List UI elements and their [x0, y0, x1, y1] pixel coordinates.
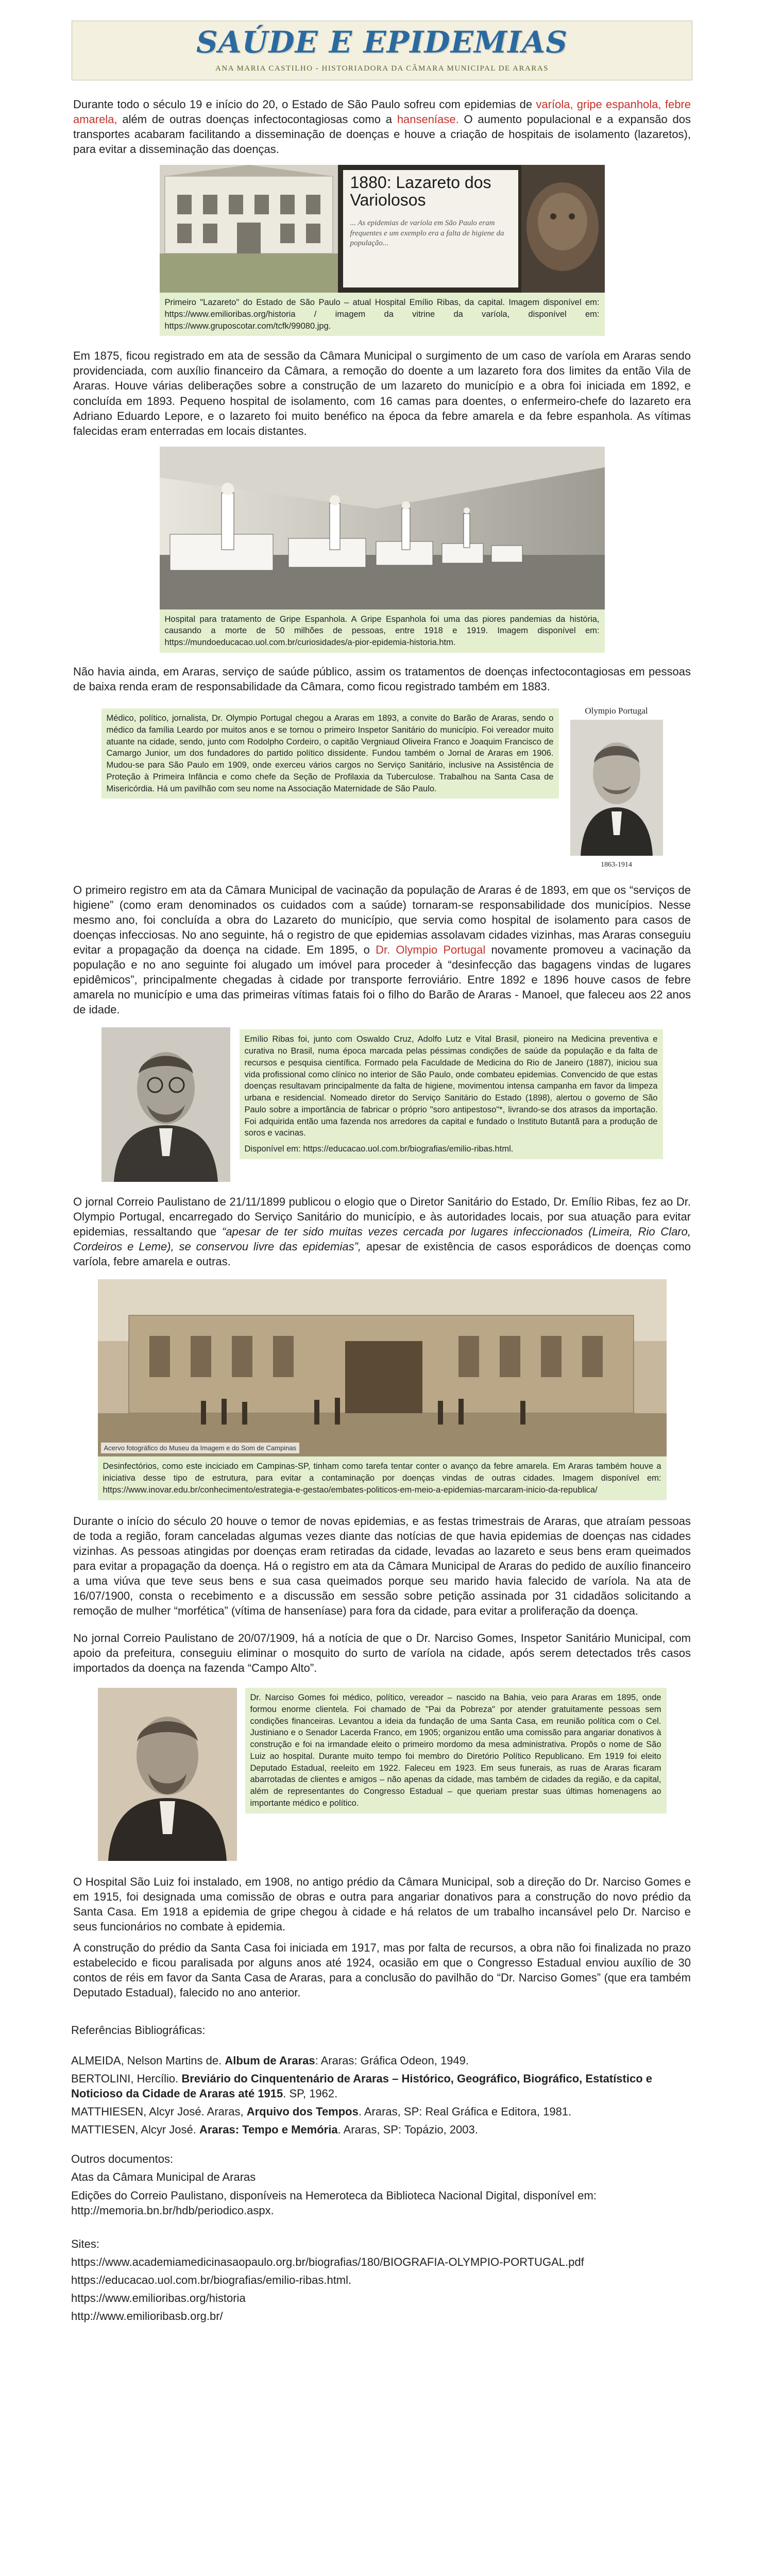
intro-paragraph	[73, 97, 691, 157]
emilio-ribas-illustration	[101, 1027, 230, 1182]
diseases-highlight: varíola, gripe espanhola, febre amarela,	[73, 98, 691, 126]
correio-text-e: apesar de existência de casos esporádicos de doenças como varíola, febre amarela e outras.	[73, 1240, 691, 1268]
emilio-ribas-caption	[240, 1029, 663, 1159]
figure-gripe-hospital	[160, 447, 605, 653]
emilio-ribas-photo	[101, 1027, 230, 1182]
hospital-ward-illustration	[160, 447, 605, 609]
intro-text-c: além de outras doenças infectocontagiosas como a	[122, 113, 392, 126]
other-document-item: Atas da Câmara Municipal de Araras	[71, 2171, 256, 2184]
olympio-portrait	[570, 705, 663, 871]
emilio-ribas-source: Disponível em: https://educacao.uol.com.br/biografias/emilio-ribas.html.	[244, 1144, 514, 1154]
desinfectorio-illustration	[98, 1279, 667, 1456]
olympio-portrait-illustration	[570, 720, 663, 856]
author-line: ANA MARIA CASTILHO - HISTORIADORA DA CÂMARA MUNICIPAL DE ARARAS	[215, 64, 549, 73]
narciso-gomes-caption: Dr. Narciso Gomes foi médico, político, vereador – nascido na Bahia, veio para Araras em 1895, onde formou enorme clientela. Foi chamado de "Pai da Pobreza" por atender gratuitamente pessoas sem condições financeiras. Levantou a ideia da fundação de uma Santa Casa, em reunião política com o Cel. Justiniano e o Senador Lacerda Franco, em 1905; organizou então uma comissão para angariar donativos à construção e foi na irmandade eleito o primeiro mordomo da mesa administrativa. Propôs o nome de São Luiz ao hospital. Durante muito tempo foi membro do Diretório Político Republicano. Em 1919 foi eleito Deputado Estadual, reeleito em 1922. Faleceu em 1923. Em seus funerais, as ruas de Araras ficaram abarrotadas de clientes e amigos – não apenas da cidade, mas também de cidades da região, e da capital, além de representantes do Congresso Estadual – que queriam prestar suas últimas homenagens ao importante médico e político.	[245, 1688, 667, 1814]
lazareto-sign-title: 1880: Lazareto dos Variolosos	[350, 173, 491, 209]
figure-emilio-ribas	[101, 1027, 663, 1182]
olympio-portrait-years: 1863-1914	[601, 861, 632, 869]
paragraph-vacinacao	[73, 883, 691, 1017]
olympio-portrait-title: Olympio Portugal	[585, 705, 648, 716]
references-heading: Referências Bibliográficas:	[71, 2024, 206, 2037]
olympio-caption: Médico, político, jornalista, Dr. Olympio Portugal chegou a Araras em 1893, a convite do Barão de Araras, sendo o médico da família Leardo por muitos anos e se tornou o primeiro Inspetor Sanitário do município. Foi vereador muito atuante na cidade, sendo, junto com Rodolpho Cordeiro, o capitão Vergniaud Oliveira Franco e Joaquim Francisco de Camargo Junior, um dos fundadores do partido político dissidente. Fundou também o Jornal de Araras em 1906. Mudou-se para São Paulo em 1909, onde exerceu vários cargos no Serviço Sanitário, inclusive na Assistência de Proteção à Primeira Infância e como chefe da Seção de Profilaxia da Tuberculose. Trabalhou na Santa Casa de Misericórdia. Há um pavilhão com seu nome na Associação Maternidade de São Paulo.	[101, 708, 559, 799]
site-link[interactable]: http://www.emilioribasb.org.br/	[71, 2309, 223, 2323]
paragraph-servico-saude: Não havia ainda, em Araras, serviço de saúde público, assim os tratamentos de doenças infectocontagiosas em pessoas de baixa renda eram de responsabilidade da Câmara, como ficou registrado também em 1883.	[73, 665, 691, 693]
other-document-item: Edições do Correio Paulistano, disponíveis na Hemeroteca da Biblioteca Nacional Digital, disponível em: http://memoria.bn.br/hdb/periodico.aspx.	[71, 2189, 597, 2217]
emilio-ribas-caption-text: Emílio Ribas foi, junto com Oswaldo Cruz, Adolfo Lutz e Vital Brasil, pioneiro na Medicina preventiva e curativa no Brasil, numa época marcada pelas péssimas condições de saúde da população e da falta de recursos e pesquisa científica. Formado pela Faculdade de Medicina do Rio de Janeiro (1887), iniciou sua vida profissional como clínico no interior de São Paulo, onde combateu epidemias. Convencido de que estas doenças resultavam principalmente da falta de higiene, movimentou intensa campanha em favor da limpeza urbana e residencial. Nomeado diretor do Serviço Sanitário do Estado (1898), alertou o governo de São Paulo sobre a importância de fabricar o próprio "soro antipestoso"*, livrando-se dos atrasos da importação. Foi adquirida então uma fazenda nos arredores da capital e fundado o Instituto Butantã para a produção de soros e vacinas.	[244, 1035, 658, 1138]
correio-quote-a: “apesar de ter sido muitas vezes cercada por lugares infeccionados	[222, 1225, 583, 1239]
figure-lazareto	[160, 165, 605, 336]
figure-olympio-portugal	[101, 705, 663, 871]
olympio-highlight: Dr. Olympio Portugal	[376, 943, 486, 957]
site-link[interactable]: https://www.emilioribas.org/historia	[71, 2291, 246, 2304]
paragraph-1875: Em 1875, ficou registrado em ata de sessão da Câmara Municipal o surgimento de um caso de varíola em Araras sendo providenciada, com auxílio financeiro da Câmara, a remoção do doente a um lazareto fora dos limites da então Vila de Araras. Houve várias deliberações sobre a construção de um lazareto do município e a obra foi iniciada em 1892, e concluída em 1893. Pequeno hospital de isolamento, com 16 camas para doentes, o enfermeiro-chefe do lazareto era Adriano Eduardo Lepore, e o lazareto foi muito benéfico na época da febre amarela e da febre espanhola. As vítimas falecidas eram enterradas em locais distantes.	[73, 349, 691, 437]
figure-desinfectorio	[98, 1279, 667, 1500]
desinfectorio-plaque: Acervo fotográfico do Museu da Imagem e do Som de Campinas	[101, 1443, 300, 1453]
references-section	[71, 2023, 693, 2323]
correio-quote-b: se conservou livre das epidemias”,	[179, 1240, 362, 1253]
desinfectorio-caption: Desinfectórios, como este inciciado em Campinas-SP, tinham como tarefa tentar conter o avanço da febre amarela. Em Araras também houve a iniciativa desse tipo de estrutura, para evitar a contaminação por doenças vindas de outras cidades. Imagem disponível em: https://www.inovar.edu.br/conhecimento/estrategia-e-gestao/embates-politicos-em-meio-a-epidemias-marcaram-inicio-da-republica/	[98, 1456, 667, 1500]
sites-heading: Sites:	[71, 2237, 100, 2250]
paragraph-correio-1899	[73, 1194, 691, 1269]
paragraph-hospital-sao-luiz: O Hospital São Luiz foi instalado, em 1908, no antigo prédio da Câmara Municipal, sob a direção do Dr. Narciso Gomes e em 1915, foi designada uma comissão de obras e outra para angariar donativos para a construção do novo prédio da Santa Casa. Em 1918 a epidemia de gripe chegou à cidade e há relatos de um trabalho incansável pelo Dr. Narciso e seus funcionários no combate à epidemia.	[73, 1875, 691, 1934]
site-link[interactable]: https://www.academiamedicinasaopaulo.org.br/biografias/180/BIOGRAFIA-OLYMPIO-PORTUGAL.pdf	[71, 2255, 584, 2268]
hanseniase-highlight: hanseníase.	[397, 113, 459, 126]
page-title: SAÚDE E EPIDEMIAS	[196, 25, 568, 60]
correio-quote-cities: (Limeira, Rio Claro, Cordeiros e Leme),	[73, 1225, 691, 1253]
reference-item: BERTOLINI, Hercílio. Breviário do Cinquentenário de Araras – Histórico, Geográfico, Biográfico, Estatístico e Noticioso da Cidade de Araras até 1915. SP, 1962.	[71, 2072, 652, 2100]
reference-item: ALMEIDA, Nelson Martins de. Album de Araras: Araras: Gráfica Odeon, 1949.	[71, 2054, 469, 2067]
correio-text-a: O jornal Correio Paulistano de 21/11/1899 publicou o elogio que o Diretor Sanitário do Estado, Dr. Emílio Ribas, fez ao Dr. Olympio Portugal, encarregado do Serviço Sanitário do município, e às autoridades locais, por sua atuação para evitar epidemias, ressaltando que	[73, 1195, 691, 1239]
intro-text-e: O aumento populacional e a expansão dos transportes acabaram facilitando a disseminação de doenças e houve a criação de hospitais de isolamento (lazaretos), para evitar a disseminação das doenças.	[73, 113, 691, 156]
vacinacao-text-c: novamente promoveu a vacinação da população e no ano seguinte foi alugado um imóvel para proceder à “desinfecção das bagagens vindas de lugares epidêmicos”, principalmente chegadas à cidade por transporte ferroviário. Entre 1892 e 1896 houve casos de febre amarela no município e uma das primeiras vítimas fatais foi o filho do Barão de Araras - Manoel, que faleceu aos 22 anos de idade.	[73, 943, 691, 1016]
article-header	[72, 21, 692, 80]
desinfectorio-photo	[98, 1279, 667, 1456]
lazareto-sign-text: ... As epidemias de varíola em São Paulo eram frequentes e um exemplo era a falta de higiene da população...	[350, 219, 504, 248]
narciso-gomes-illustration	[98, 1688, 237, 1861]
vacinacao-text-a: O primeiro registro em ata da Câmara Municipal de vacinação da população de Araras é de 1893, em que os “serviços de higiene” (como eram denominados os cuidados com a saúde) tornaram-se responsabilidade dos municípios. Nesse mesmo ano, foi concluída a obra do Lazareto do município, que servia como hospital de isolamento para casos de doenças infecciosas. No ano seguinte, há o registro de que epidemias assolavam cidades vizinhas, mas Araras conseguiu evitar a propagação da doença na cidade. Em 1895, o	[73, 883, 691, 957]
gripe-caption: Hospital para tratamento de Gripe Espanhola. A Gripe Espanhola foi uma das piores pandemias da história, causando a morte de 50 milhões de pessoas, entre 1918 e 1919. Imagem disponível em: https://mundoeducacao.uol.com.br/curiosidades/a-pior-epidemia-historia.htm.	[160, 609, 605, 653]
figure-narciso-gomes	[98, 1688, 667, 1861]
paragraph-inicio-seculo-20: Durante o início do século 20 houve o temor de novas epidemias, e as festas trimestrais de Araras, que atraíam pessoas de toda a região, foram canceladas algumas vezes diante das notícias de que havia epidemias de doenças nas cidades vizinhas. As pessoas atingidas por doenças eram retiradas da cidade, levadas ao lazareto e seus bens eram queimados para evitar a propagação da doença. Há o registro em ata da Câmara Municipal de Araras do pedido de auxílio financeiro a uma viúva que teve seus bens e sua casa queimados porque seu marido havia falecido de varíola. Na ata de 16/07/1900, consta o recebimento e a discussão em sessão sobre petição assinada por 31 cidadãos solicitando a remoção de mulher “morfética” (vítima de hanseníase) para fora da cidade, para evitar a proliferação da doença.	[73, 1514, 691, 1617]
reference-item: MATTHIESEN, Alcyr José. Araras, Arquivo dos Tempos. Araras, SP: Real Gráfica e Editora, 1981.	[71, 2105, 572, 2119]
paragraph-correio-1909: No jornal Correio Paulistano de 20/07/1909, há a notícia de que o Dr. Narciso Gomes, Inspetor Sanitário Municipal, com apoio da prefeitura, conseguiu eliminar o mosquito do surto de varíola na cidade, após serem detectados três casos importados da doença na fazenda “Campo Alto”.	[73, 1631, 691, 1674]
other-documents-heading: Outros documentos:	[71, 2153, 174, 2166]
lazareto-photo	[160, 165, 605, 293]
paragraph-santa-casa: A construção do prédio da Santa Casa foi iniciada em 1917, mas por falta de recursos, a obra não foi finalizada no prazo estabelecido e ficou paralisada por alguns anos até 1924, ocasião em que o Congresso Estadual enviou auxílio de 30 contos de réis em favor da Santa Casa de Araras, para a conclusão do pavilhão do “Dr. Narciso Gomes” (que era também Deputado Estadual), falecido no ano anterior.	[73, 1941, 691, 1999]
gripe-hospital-photo	[160, 447, 605, 609]
narciso-gomes-photo	[98, 1688, 237, 1861]
lazareto-caption: Primeiro "Lazareto" do Estado de São Paulo – atual Hospital Emílio Ribas, da capital. Imagem disponível em: https://www.emilioribas.org/historia / imagem da vitrine da varíola, disponível em: https://www.gruposcotar.com/tcfk/99080.jpg.	[160, 293, 605, 336]
reference-item: MATTIESEN, Alcyr José. Araras: Tempo e Memória. Araras, SP: Topázio, 2003.	[71, 2123, 478, 2137]
site-link[interactable]: https://educacao.uol.com.br/biografias/emilio-ribas.html.	[71, 2273, 352, 2286]
intro-text-a: Durante todo o século 19 e início do 20, o Estado de São Paulo sofreu com epidemias de	[73, 98, 533, 111]
